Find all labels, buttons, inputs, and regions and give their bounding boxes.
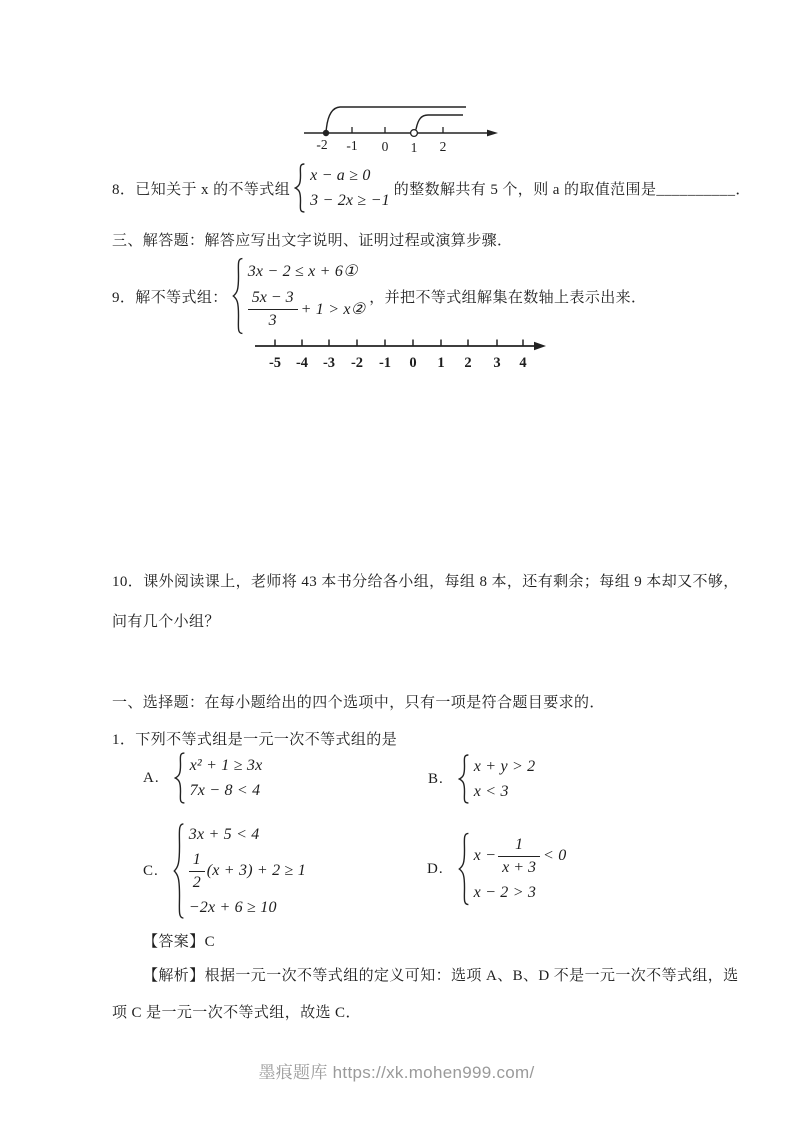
option-a-inequality-1: x² + 1 ≥ 3x (189, 756, 263, 774)
footer-watermark: 墨痕题库 https://xk.mohen999.com/ (258, 1063, 535, 1082)
option-a-system (174, 752, 263, 804)
axis-tick-label: 0 (409, 355, 417, 371)
q9-inequality-1: 3x − 2 ≤ x + 6① (247, 263, 358, 280)
closed-endpoint-dot (323, 130, 329, 136)
fraction (498, 835, 540, 878)
option-b-inequality-1: x + y > 2 (473, 757, 536, 775)
axis-arrow-icon (534, 342, 546, 350)
fraction-denominator: 2 (192, 873, 201, 891)
numberline-graphic (300, 93, 500, 155)
option-d-inequality-1 (474, 835, 567, 878)
option-d-system (458, 832, 567, 906)
option-d-inequality-1-suffix: < 0 (543, 847, 567, 864)
answer-value: C (204, 934, 216, 950)
fraction (189, 850, 205, 893)
axis-tick-label: -4 (295, 355, 309, 371)
axis-tick-label: -2 (350, 355, 364, 371)
solution-numberline-figure (300, 93, 500, 160)
open-endpoint-circle (411, 130, 418, 137)
left-brace (232, 257, 245, 335)
answer-numberline-figure (235, 330, 555, 380)
question-1-stem: 1．下列不等式组是一元一次不等式组的是 (112, 732, 398, 748)
axis-tick-label: -3 (322, 355, 336, 371)
question-10-line2: 问有几个小组？ (112, 614, 220, 630)
numberline-graphic (235, 330, 555, 375)
option-d-label: D. (427, 860, 444, 877)
question-9-prefix: 9．解不等式组： (112, 289, 228, 306)
option-b-inequality-2: x < 3 (473, 782, 509, 800)
question-10 (112, 562, 739, 642)
option-d-inequality-1-prefix: x − (473, 847, 497, 864)
left-brace (173, 822, 186, 920)
question-9-suffix: ，并把不等式组解集在数轴上表示出来． (369, 289, 647, 306)
option-c-inequality-3: −2x + 6 ≥ 10 (188, 898, 277, 916)
analysis-line2: 项 C 是一元一次不等式组，故选 C． (112, 1005, 361, 1021)
axis-tick-label: 2 (464, 355, 472, 371)
left-brace (294, 163, 307, 213)
ray-from-one (416, 115, 463, 130)
option-c (143, 822, 306, 920)
question-8-suffix: 的整数解共有 5 个，则 a 的取值范围是__________． (393, 181, 751, 198)
ray-from-minus2 (326, 107, 466, 133)
axis-tick-label: -5 (268, 355, 282, 371)
option-c-label: C. (143, 862, 159, 879)
axis-tick-label: 1 (410, 140, 418, 155)
option-c-system (173, 822, 306, 920)
q9-inequality-2-rest: + 1 > x② (300, 300, 366, 318)
left-brace (458, 754, 471, 804)
axis-tick-label: 4 (519, 355, 527, 371)
analysis-line1 (112, 958, 739, 995)
question-10-line1: 10．课外阅读课上，老师将 43 本书分给各小组，每组 8 本，还有剩余；每组 9 本却又不够， (112, 574, 739, 590)
left-brace (174, 752, 187, 804)
option-a-label: A. (143, 769, 160, 786)
option-a (143, 752, 262, 804)
axis-tick-label: 0 (381, 139, 389, 154)
option-a-inequality-2: 7x − 8 < 4 (189, 781, 261, 799)
option-c-inequality-2 (189, 850, 306, 893)
option-d-inequality-2: x − 2 > 3 (473, 883, 537, 901)
axis-arrow-icon (487, 130, 498, 137)
axis-tick-label: 3 (493, 355, 501, 371)
axis-tick-label: -1 (378, 355, 392, 371)
fraction-denominator: 3 (268, 312, 277, 329)
answer-line (143, 930, 215, 951)
axis-tick-label: 2 (439, 139, 447, 154)
axis-tick-label: -2 (316, 137, 328, 152)
q8-inequality-1: x − a ≥ 0 (310, 166, 371, 184)
fraction (248, 288, 298, 331)
section-heading-xuanzeti: 一、选择题：在每小题给出的四个选项中，只有一项是符合题目要求的． (112, 695, 605, 711)
axis-tick-label: -1 (346, 138, 358, 153)
axis-tick-label: 1 (437, 355, 445, 371)
option-c-inequality-2-rest: (x + 3) + 2 ≥ 1 (206, 862, 306, 879)
section-heading-jiedati: 三、解答题：解答应写出文字说明、证明过程或演算步骤． (112, 233, 513, 249)
analysis-paragraph (112, 958, 739, 1032)
fraction-numerator: 1 (189, 850, 205, 872)
option-b-system (458, 754, 536, 804)
fraction-denominator: x + 3 (502, 858, 536, 876)
question-8 (112, 161, 751, 215)
question-8-prefix: 8．已知关于 x 的不等式组 (112, 181, 291, 198)
analysis-text-1: 根据一元一次不等式组的定义可知：选项 A、B、D 不是一元一次不等式组，选 (204, 968, 739, 984)
option-b (428, 754, 535, 804)
option-b-label: B. (428, 770, 444, 787)
fraction-numerator: 1 (498, 835, 540, 857)
option-d (427, 832, 566, 906)
analysis-label: 【解析】 (143, 968, 205, 984)
q9-inequality-system (232, 257, 366, 335)
fraction-numerator: 5x − 3 (248, 288, 298, 310)
option-c-inequality-1: 3x + 5 < 4 (188, 825, 260, 843)
answer-label: 【答案】 (143, 934, 205, 950)
q8-inequality-system (294, 163, 390, 213)
q8-inequality-2: 3 − 2x ≥ −1 (310, 191, 390, 209)
question-9 (112, 254, 646, 338)
left-brace (458, 832, 471, 906)
q9-inequality-2 (248, 288, 366, 331)
